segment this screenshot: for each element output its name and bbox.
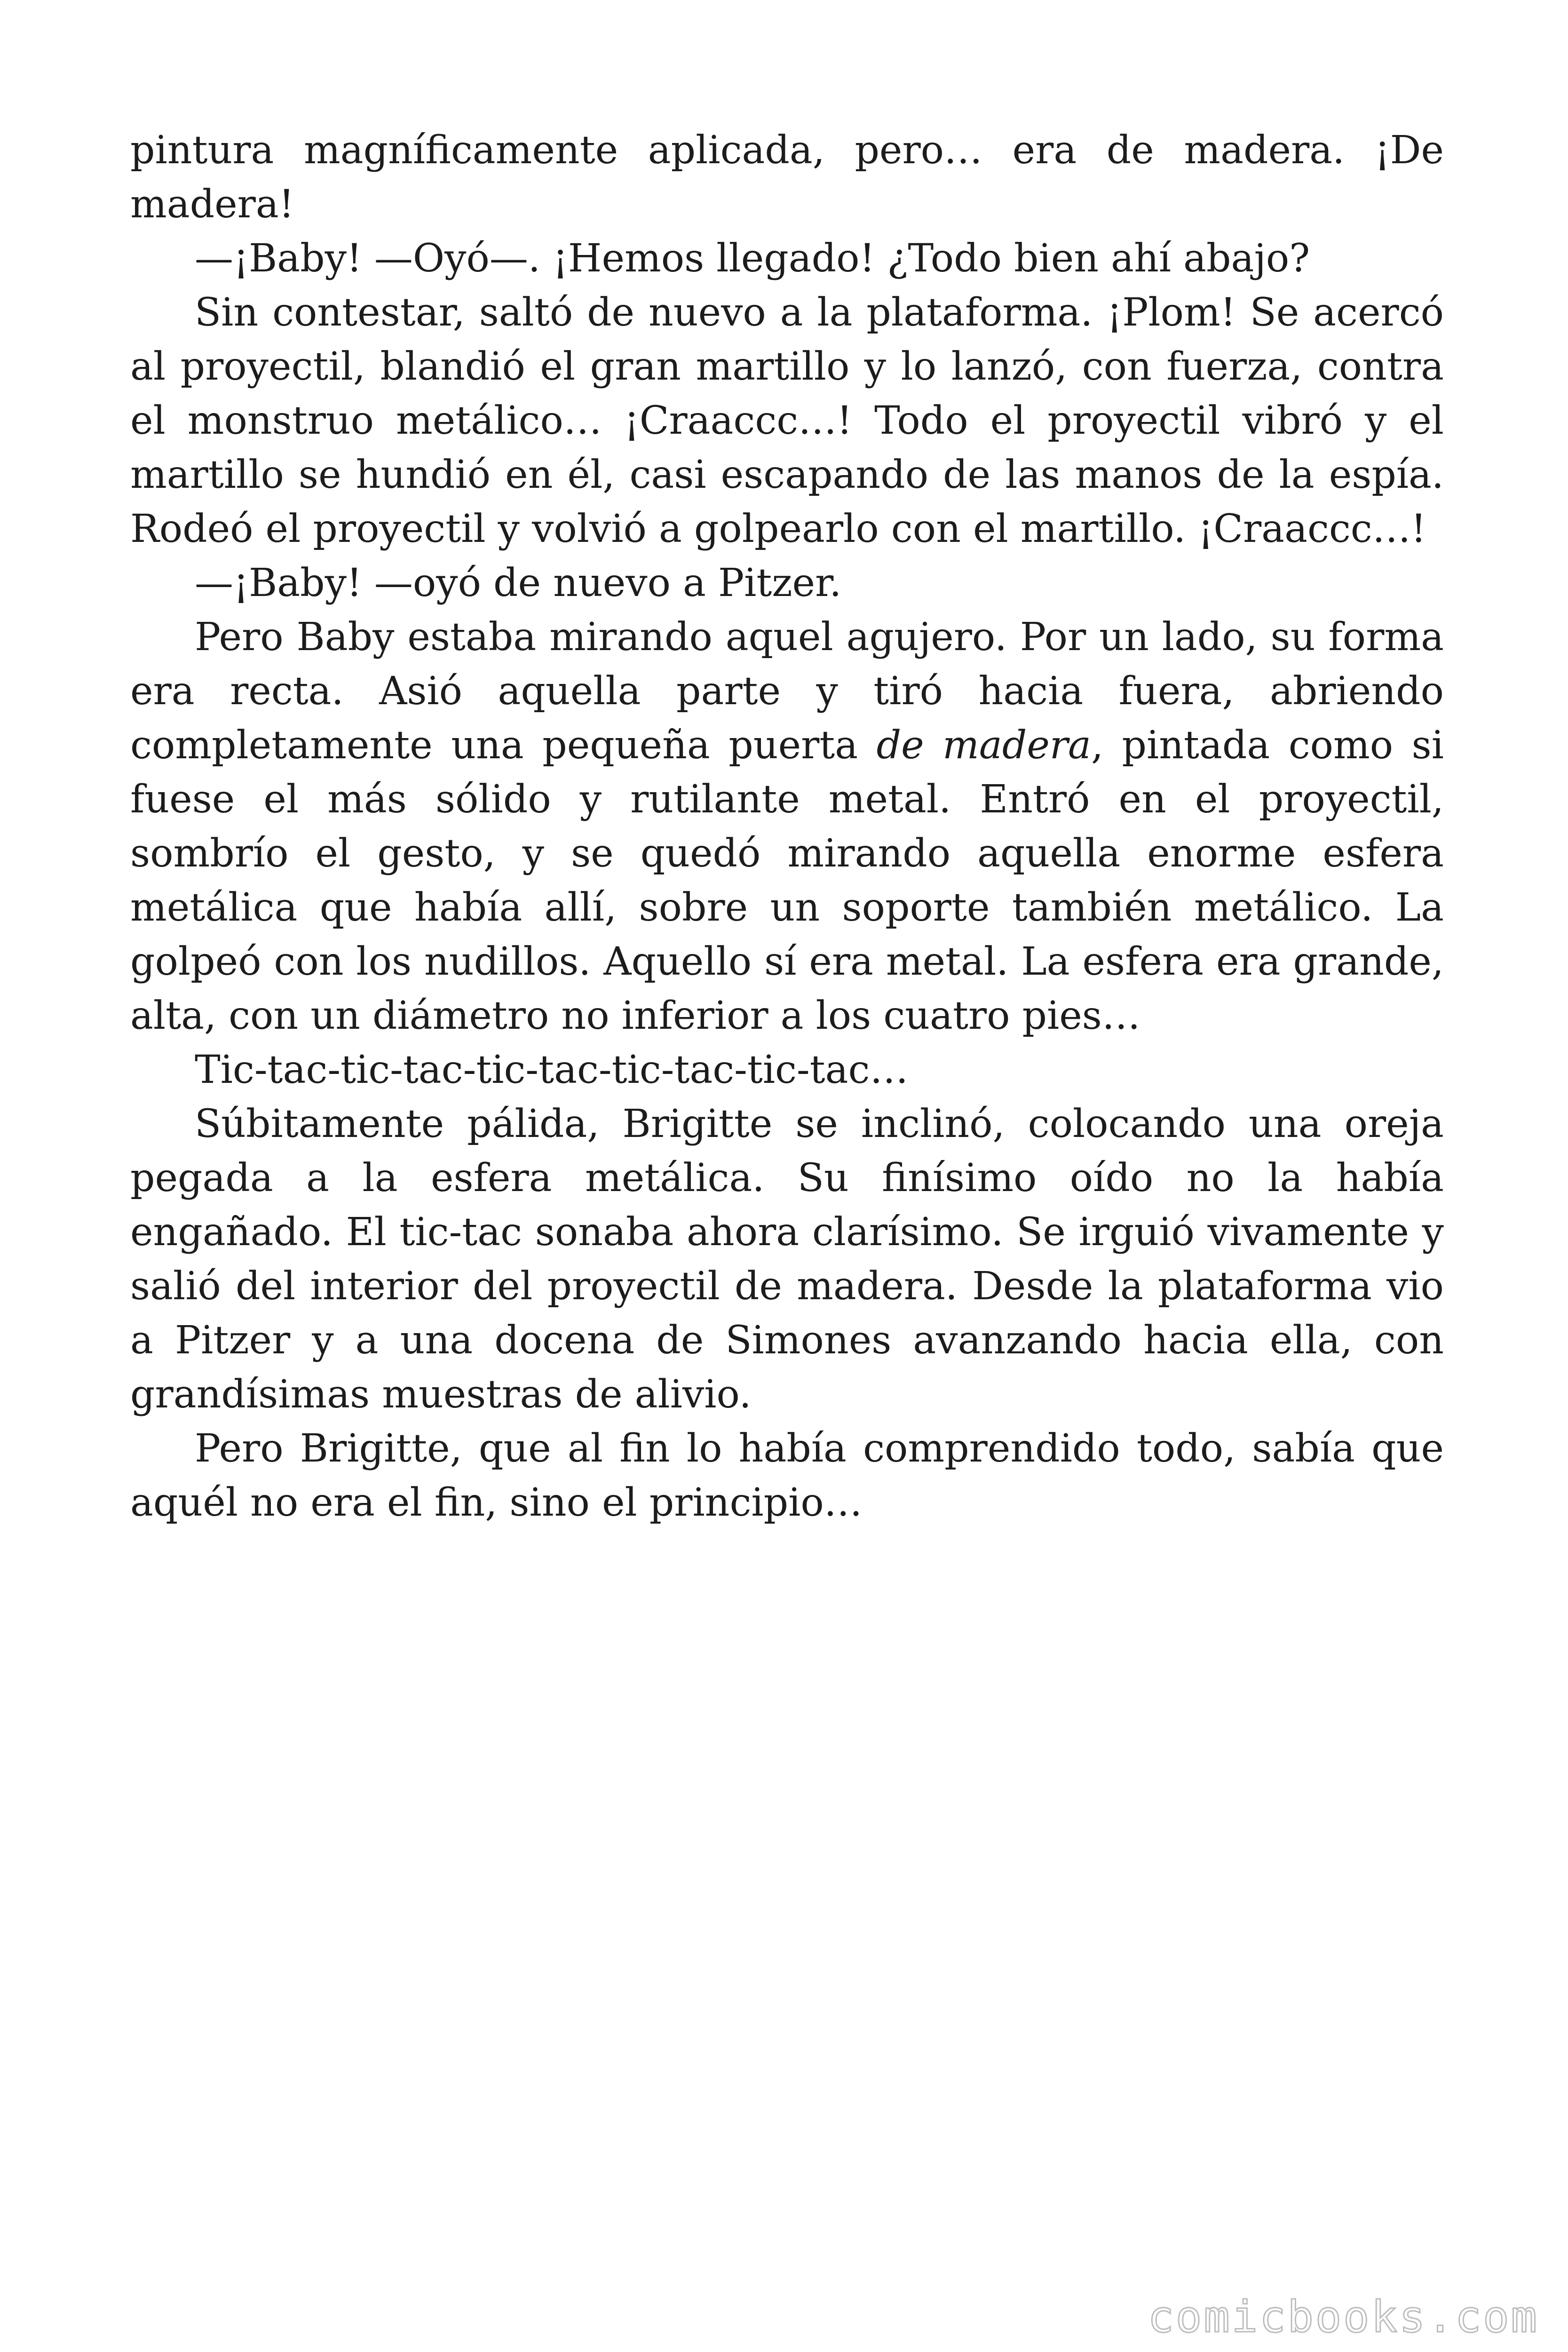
- italic-emphasis: de madera: [876, 723, 1091, 768]
- paragraph: —¡Baby! —oyó de nuevo a Pitzer.: [195, 561, 842, 605]
- paragraph-text: , pintada como si fuese el más sólido y rutilante metal. Entró en el proyectil, sombrío el gesto, y se quedó mirando aquella enorme esfera metálica que había allí, sobre un soporte también metálico. La golpeó con los nudillos. Aquello sí era metal. La esfera era grande, alta, con un diámetro no inferior a los cuatro pies…: [130, 723, 1444, 1038]
- paragraph: Pero Brigitte, que al fin lo había comprendido todo, sabía que aquél no era el fin, sino el principio…: [130, 1426, 1444, 1525]
- watermark: comicbooks.com: [1148, 2292, 1539, 2342]
- paragraph: Tic-tac-tic-tac-tic-tac-tic-tac-tic-tac…: [195, 1048, 909, 1092]
- paragraph-text: Pero Baby estaba mirando aquel agujero. Por un lado, su forma era recta. Asió aquella parte y tiró hacia fuera, abriendo completamente una pequeña puerta: [130, 615, 1444, 768]
- paragraph: —¡Baby! —Oyó—. ¡Hemos llegado! ¿Todo bien ahí abajo?: [195, 236, 1310, 281]
- paragraph: [130, 610, 1444, 1043]
- body-text: [130, 123, 1444, 1530]
- paragraph: Súbitamente pálida, Brigitte se inclinó, colocando una oreja pegada a la esfera metálica. Su finísimo oído no la había engañado. El tic-tac sonaba ahora clarísimo. Se irguió vivamente y salió del interior del proyectil de madera. Desde la plataforma vio a Pitzer y a una docena de Simones avanzando hacia ella, con grandísimas muestras de alivio.: [130, 1102, 1444, 1417]
- paragraph: pintura magníficamente aplicada, pero… era de madera. ¡De madera!: [130, 128, 1444, 227]
- paragraph: Sin contestar, saltó de nuevo a la plataforma. ¡Plom! Se acercó al proyectil, blandió el gran martillo y lo lanzó, con fuerza, contra el monstruo metálico… ¡Craaccc…! Todo el proyectil vibró y el martillo se hundió en él, casi escapando de las manos de la espía. Rodeó el proyectil y volvió a golpearlo con el martillo. ¡Craaccc…!: [130, 290, 1444, 551]
